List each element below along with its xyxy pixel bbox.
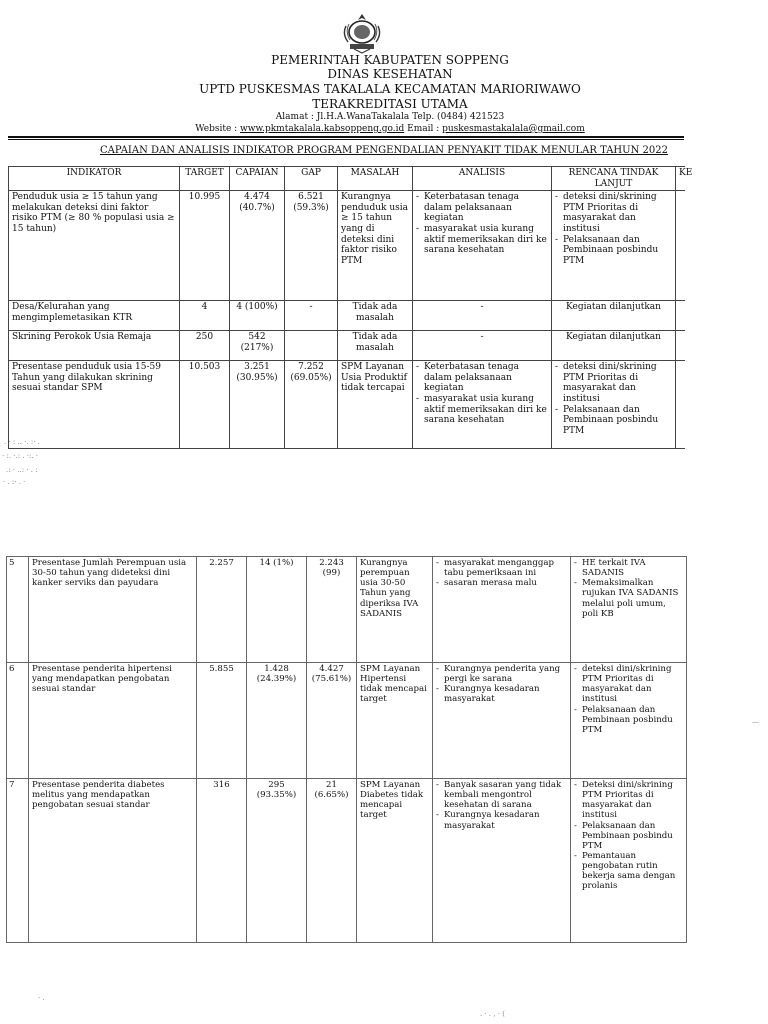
list-item: - deteksi dini/skrining PTM Prioritas di masyarakat dan institusi — [555, 362, 672, 404]
cell-capaian: 3.251 (30.95%) — [230, 361, 285, 449]
cell-indikator: Presentase Jumlah Perempuan usia 30-50 tahun yang dideteksi dini kanker serviks dan payudara — [29, 557, 197, 663]
cell-indikator: Presentase penderita hipertensi yang mendapatkan pengobatan sesuai standar — [29, 663, 197, 779]
list-item: - HE terkait IVA SADANIS — [574, 558, 683, 578]
list-item: - Keterbatasan tenaga dalam pelaksanaan kegiatan — [416, 192, 548, 224]
col-header-analisis: ANALISIS — [413, 167, 552, 191]
cell-masalah: Tidak ada masalah — [338, 331, 413, 361]
letterhead-government: PEMERINTAH KABUPATEN SOPPENG — [271, 53, 509, 67]
cell-target: 10.995 — [180, 191, 230, 301]
regency-emblem-icon — [340, 12, 384, 54]
cell-target: 4 — [180, 301, 230, 331]
cell-target: 10.503 — [180, 361, 230, 449]
list-item: - Deteksi dini/skrining PTM Prioritas di masyarakat dan institusi — [574, 780, 683, 821]
cell-gap — [285, 331, 338, 361]
cell-number: 7 — [7, 779, 29, 943]
cell-masalah: SPM Layanan Usia Produktif tidak tercapai — [338, 361, 413, 449]
list-item: - Pelaksanaan dan Pembinaan posbindu PTM — [574, 821, 683, 851]
cell-rencana — [571, 779, 687, 943]
scan-noise: · . :· . · — [3, 478, 26, 486]
scan-noise: .: · ..: · . : — [6, 466, 38, 474]
letterhead-rule-thin — [8, 139, 684, 140]
cell-number: 5 — [7, 557, 29, 663]
cell-analisis — [413, 191, 552, 301]
cell-cut-off — [676, 301, 685, 331]
cell-gap: 4.427 (75.61%) — [307, 663, 357, 779]
cell-capaian: 4.474 (40.7%) — [230, 191, 285, 301]
list-item: - Pelaksanaan dan Pembinaan posbindu PTM — [574, 705, 683, 735]
letterhead-accreditation: TERAKREDITASI UTAMA — [312, 97, 468, 111]
cell-rencana: Kegiatan dilanjutkan — [552, 301, 676, 331]
col-header-capaian: CAPAIAN — [230, 167, 285, 191]
cell-capaian: 4 (100%) — [230, 301, 285, 331]
list-item: - deteksi dini/skrining PTM Prioritas di masyarakat dan institusi — [574, 664, 683, 705]
cell-analisis — [433, 779, 571, 943]
list-item: - sasaran merasa malu — [436, 578, 567, 588]
cell-rencana: Kegiatan dilanjutkan — [552, 331, 676, 361]
cell-masalah: SPM Layanan Diabetes tidak mencapai target — [357, 779, 433, 943]
list-item: - Kurangnya kesadaran masyarakat — [436, 810, 567, 830]
indicator-table-page1 — [8, 166, 693, 449]
cell-capaian: 542 (217%) — [230, 331, 285, 361]
email-label: Email : — [404, 124, 443, 134]
cell-indikator: Presentase penduduk usia 15-59 Tahun yang dilakukan skrining sesuai standar SPM — [9, 361, 180, 449]
col-header-target: TARGET — [180, 167, 230, 191]
list-item: - Keterbatasan tenaga dalam pelaksanaan kegiatan — [416, 362, 548, 394]
list-item: - Pelaksanaan dan Pembinaan posbindu PTM — [555, 235, 672, 267]
list-item: - Kurangnya penderita yang pergi ke sarana — [436, 664, 567, 684]
scan-noise: . · . , · ( — [480, 1010, 505, 1018]
table-row — [9, 331, 685, 361]
cell-gap: 6.521 (59.3%) — [285, 191, 338, 301]
cell-rencana — [571, 663, 687, 779]
cell-gap: 2.243 (99) — [307, 557, 357, 663]
scan-noise: · . — [38, 994, 45, 1002]
cell-capaian: 1.428 (24.39%) — [247, 663, 307, 779]
cell-cut-off — [676, 191, 685, 301]
cell-analisis — [433, 557, 571, 663]
cell-indikator: Skrining Perokok Usia Remaja — [9, 331, 180, 361]
cell-number: 6 — [7, 663, 29, 779]
col-header-indikator: INDIKATOR — [9, 167, 180, 191]
cell-gap: 21 (6.65%) — [307, 779, 357, 943]
col-header-cut-off: KE — [676, 167, 685, 191]
list-item: - Kurangnya kesadaran masyarakat — [436, 684, 567, 704]
cell-capaian: 14 (1%) — [247, 557, 307, 663]
cell-analisis: - — [413, 301, 552, 331]
cell-masalah: Kurangnya perempuan usia 30-50 Tahun yang diperiksa IVA SADANIS — [357, 557, 433, 663]
cell-masalah: Kurangnya penduduk usia ≥ 15 tahun yang di deteksi dini faktor risiko PTM — [338, 191, 413, 301]
cell-target: 250 — [180, 331, 230, 361]
cell-indikator: Penduduk usia ≥ 15 tahun yang melakukan deteksi dini faktor risiko PTM (≥ 80 % populasi usia ≥ 15 tahun) — [9, 191, 180, 301]
scan-noise: · :. ·.: . ·:. · — [2, 452, 39, 460]
cell-cut-off — [676, 331, 685, 361]
list-item: - Pemantauan pengobatan rutin bekerja sama dengan prolanis — [574, 851, 683, 892]
cell-masalah: SPM Layanan Hipertensi tidak mencapai target — [357, 663, 433, 779]
cell-analisis — [413, 361, 552, 449]
list-item: - Pelaksanaan dan Pembinaan posbindu PTM — [555, 405, 672, 437]
table-row — [9, 301, 685, 331]
document-title: CAPAIAN DAN ANALISIS INDIKATOR PROGRAM PENGENDALIAN PENYAKIT TIDAK MENULAR TAHUN 2022 — [100, 145, 668, 156]
cell-masalah: Tidak ada masalah — [338, 301, 413, 331]
cell-rencana — [552, 361, 676, 449]
cell-target: 5.855 — [197, 663, 247, 779]
cell-target: 316 — [197, 779, 247, 943]
cell-analisis — [433, 663, 571, 779]
cell-indikator: Presentase penderita diabetes melitus yang mendapatkan pengobatan sesuai standar — [29, 779, 197, 943]
list-item: - masyarakat usia kurang aktif memeriksakan diri ke sarana kesehatan — [416, 394, 548, 426]
table-row — [9, 191, 685, 301]
cell-gap: 7.252 (69.05%) — [285, 361, 338, 449]
letterhead-rule-thick — [8, 136, 684, 138]
table-row — [9, 361, 685, 449]
indicator-table-page2 — [6, 556, 687, 943]
cell-gap: - — [285, 301, 338, 331]
cell-capaian: 295 (93.35%) — [247, 779, 307, 943]
col-header-masalah: MASALAH — [338, 167, 413, 191]
cell-rencana — [552, 191, 676, 301]
letterhead-contact — [150, 124, 630, 134]
list-item: - Memaksimalkan rujukan IVA SADANIS melalui poli umum, poli KB — [574, 578, 683, 619]
letterhead-address: Alamat : Jl.H.A.WanaTakalala Telp. (0484) 421523 — [275, 112, 505, 122]
cell-cut-off — [676, 361, 685, 449]
table-header-row — [9, 167, 685, 191]
letterhead-puskesmas: UPTD PUSKESMAS TAKALALA KECAMATAN MARIORIWAWO — [199, 82, 581, 96]
email-link[interactable]: puskesmastakalala@gmail.com — [442, 124, 585, 134]
website-label: Website : — [195, 124, 241, 134]
list-item: - deteksi dini/skrining PTM Prioritas di masyarakat dan institusi — [555, 192, 672, 234]
scan-noise: — — [752, 718, 759, 726]
cell-analisis: - — [413, 331, 552, 361]
list-item: - masyarakat usia kurang aktif memeriksakan diri ke sarana kesehatan — [416, 224, 548, 256]
col-header-gap: GAP — [285, 167, 338, 191]
cell-indikator: Desa/Kelurahan yang mengimplemetasikan KTR — [9, 301, 180, 331]
scan-noise: . · : .. ·. :· . — [4, 438, 40, 446]
website-link[interactable]: www.pkmtakalala.kabsoppeng.go.id — [240, 124, 405, 134]
list-item: - masyarakat menganggap tabu pemeriksaan ini — [436, 558, 567, 578]
table-row — [7, 557, 687, 663]
cell-rencana — [571, 557, 687, 663]
letterhead-office: DINAS KESEHATAN — [327, 67, 453, 81]
col-header-rencana: RENCANA TINDAK LANJUT — [552, 167, 676, 191]
list-item: - Banyak sasaran yang tidak kembali mengontrol kesehatan di sarana — [436, 780, 567, 810]
table-row — [7, 663, 687, 779]
table-row — [7, 779, 687, 943]
cell-target: 2.257 — [197, 557, 247, 663]
